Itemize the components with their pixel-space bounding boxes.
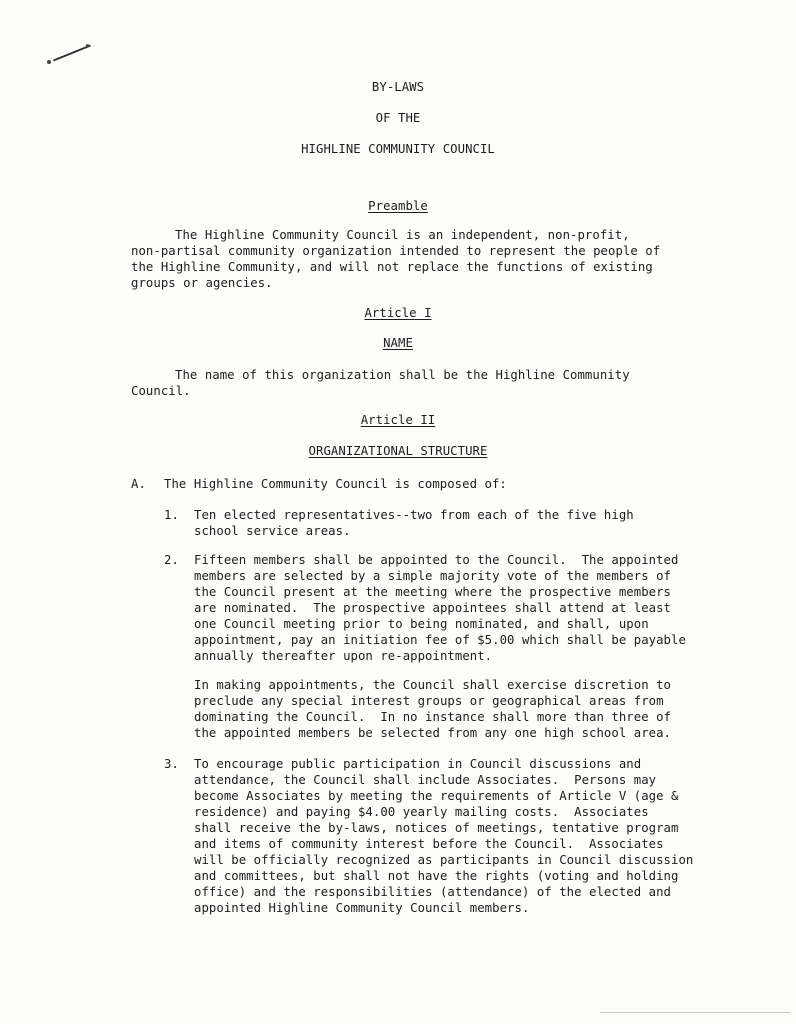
item-2-label: 2. — [164, 553, 179, 567]
item-3-line: shall receive the by-laws, notices of meetings, tentative program — [194, 821, 679, 835]
item-2-line: Fifteen members shall be appointed to the Council. The appointed — [194, 553, 679, 567]
item-3-line: and committees, but shall not have the rights (voting and holding — [194, 869, 679, 883]
pen-dot — [86, 44, 89, 47]
preamble-heading: Preamble — [368, 199, 428, 213]
preamble-line: the Highline Community, and will not replace the functions of existing — [131, 260, 653, 274]
scan-edge — [600, 1012, 790, 1013]
article-1-subheading: NAME — [383, 336, 413, 350]
item-2-line: members are selected by a simple majority vote of the members of — [194, 569, 672, 583]
title-line-2: OF THE — [375, 111, 421, 125]
article-1-heading: Article I — [364, 306, 432, 320]
item-2-line: the Council present at the meeting where the prospective members — [194, 585, 672, 599]
item-2-para2-line: In making appointments, the Council shall exercise discretion to — [194, 678, 672, 692]
section-a-text: The Highline Community Council is composed of: — [164, 477, 507, 491]
preamble-line: non-partisal community organization intended to represent the people of — [131, 244, 661, 258]
item-3-line: and items of community interest before the Council. Associates — [194, 837, 664, 851]
preamble-line: The Highline Community Council is an independent, non-profit, — [175, 228, 630, 242]
preamble-line: groups or agencies. — [131, 276, 273, 290]
pen-dot — [47, 60, 51, 64]
article-2-heading: Article II — [360, 413, 436, 427]
section-a-label: A. — [131, 477, 146, 491]
item-3-line: become Associates by meeting the requirements of Article V (age & — [194, 789, 679, 803]
item-3-label: 3. — [164, 757, 179, 771]
item-3-line: attendance, the Council shall include Associates. Persons may — [194, 773, 657, 787]
article-1-line: The name of this organization shall be the Highline Community — [175, 368, 630, 382]
article-1-line: Council. — [131, 384, 191, 398]
title-line-1: BY-LAWS — [371, 80, 425, 94]
item-3-line: residence) and paying $4.00 yearly mailing costs. Associates — [194, 805, 649, 819]
item-3-line: To encourage public participation in Council discussions and — [194, 757, 642, 771]
item-1-line: school service areas. — [194, 524, 351, 538]
item-2-line: annually thereafter upon re-appointment. — [194, 649, 493, 663]
item-1-label: 1. — [164, 508, 179, 522]
pen-mark — [53, 45, 91, 62]
item-2-line: are nominated. The prospective appointees shall attend at least — [194, 601, 672, 615]
item-2-para2-line: preclude any special interest groups or geographical areas from — [194, 694, 664, 708]
item-2-para2-line: dominating the Council. In no instance shall more than three of — [194, 710, 672, 724]
item-3-line: appointed Highline Community Council members. — [194, 901, 530, 915]
item-2-para2-line: the appointed members be selected from any one high school area. — [194, 726, 672, 740]
article-2-subheading: ORGANIZATIONAL STRUCTURE — [308, 444, 488, 458]
item-3-line: office) and the responsibilities (attendance) of the elected and — [194, 885, 672, 899]
item-2-line: appointment, pay an initiation fee of $5.00 which shall be payable — [194, 633, 686, 647]
title-line-3: HIGHLINE COMMUNITY COUNCIL — [301, 142, 495, 156]
item-2-line: one Council meeting prior to being nominated, and shall, upon — [194, 617, 649, 631]
item-3-line: will be officially recognized as participants in Council discussion — [194, 853, 694, 867]
item-1-line: Ten elected representatives--two from each of the five high — [194, 508, 634, 522]
